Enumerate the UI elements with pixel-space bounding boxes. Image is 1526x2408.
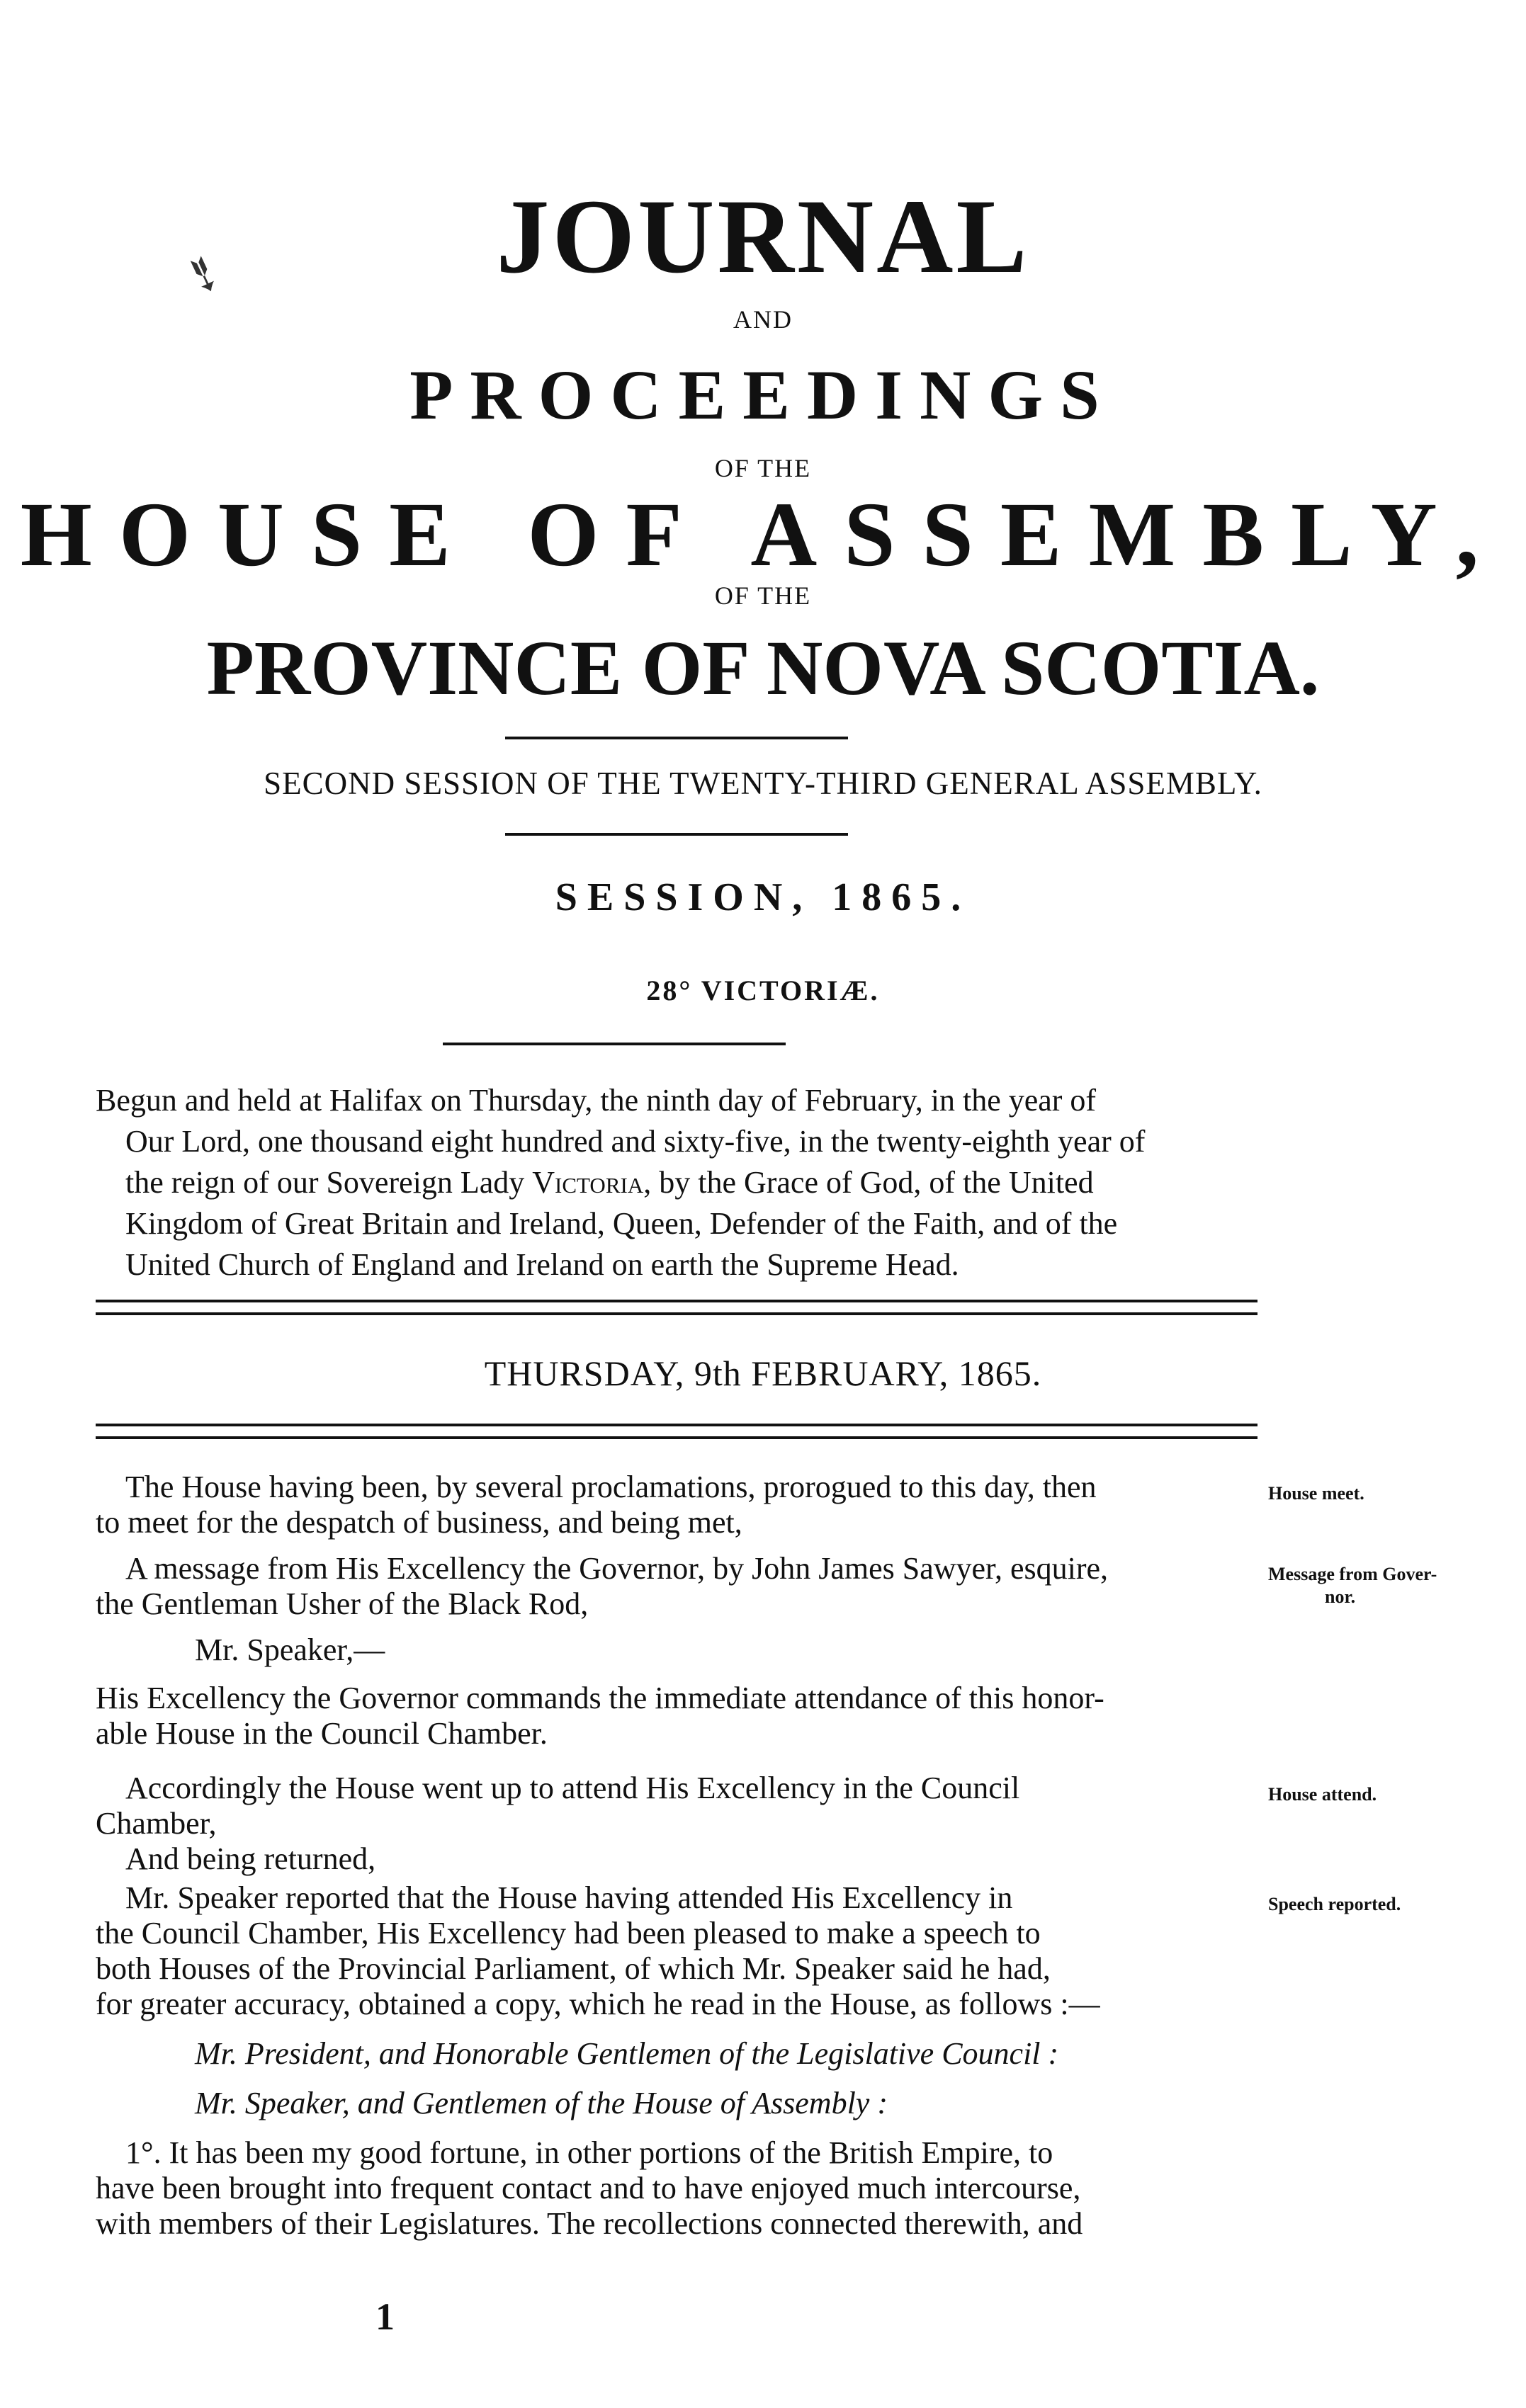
- paragraph-command: [96, 1681, 1257, 1751]
- margin-note-message-cont: nor.: [1325, 1586, 1356, 1607]
- text-line: 1°. It has been my good fortune, in other portions of the British Empire, to: [125, 2135, 1053, 2170]
- text-line: And being returned,: [125, 1841, 376, 1876]
- title-and: AND: [733, 305, 793, 334]
- text-line: Mr. Speaker reported that the House having attended His Excellency in: [125, 1880, 1013, 1915]
- salutation-assembly: [96, 2086, 1257, 2121]
- text-line: Mr. President, and Honorable Gentlemen of the Legislative Council :: [195, 2036, 1059, 2071]
- text-line: both Houses of the Provincial Parliament, of which Mr. Speaker said he had,: [96, 1951, 1051, 1986]
- session-year: SESSION, 1865.: [555, 875, 971, 919]
- text-line: Chamber,: [96, 1806, 217, 1841]
- paragraph-attend: [96, 1771, 1257, 1841]
- text-line: for greater accuracy, obtained a copy, which he read in the House, as follows :—: [96, 1987, 1100, 2021]
- paragraph-address: [96, 1632, 1257, 1668]
- text-line: the Council Chamber, His Excellency had been pleased to make a speech to: [96, 1916, 1041, 1950]
- text-line: Kingdom of Great Britain and Ireland, Queen, Defender of the Faith, and of the: [125, 1206, 1118, 1241]
- text-line: Our Lord, one thousand eight hundred and sixty-five, in the twenty-eighth year of: [125, 1124, 1146, 1159]
- printers-ornament-icon: ➴: [174, 242, 232, 307]
- text-line: have been brought into frequent contact and to have enjoyed much intercourse,: [96, 2171, 1081, 2205]
- paragraph-speech-1: [96, 2135, 1257, 2242]
- text-line: His Excellency the Governor commands the immediate attendance of this honor-: [96, 1681, 1104, 1715]
- paragraph-house-meet: [96, 1470, 1257, 1540]
- date-heading: THURSDAY, 9th FEBRUARY, 1865.: [484, 1353, 1042, 1393]
- title-journal: JOURNAL: [496, 178, 1030, 295]
- title-province: PROVINCE OF NOVA SCOTIA.: [206, 625, 1320, 711]
- margin-note-speech-reported: Speech reported.: [1268, 1894, 1401, 1914]
- double-rule: [96, 1300, 1257, 1315]
- margin-note-message: Message from Gover-: [1268, 1564, 1437, 1584]
- paragraph-message: [96, 1551, 1257, 1622]
- page-number: 1: [375, 2295, 395, 2338]
- text-line: The House having been, by several proclamations, prorogued to this day, then: [125, 1470, 1097, 1504]
- text-line: Mr. Speaker, and Gentlemen of the House of Assembly :: [195, 2086, 888, 2120]
- text-line: the Gentleman Usher of the Black Rod,: [96, 1586, 589, 1621]
- paragraph-speech-reported: [96, 1880, 1257, 2022]
- title-of-the: OF THE: [714, 454, 812, 482]
- sovereign-name: Victoria: [532, 1165, 644, 1200]
- text-line: Begun and held at Halifax on Thursday, the ninth day of February, in the year of: [96, 1083, 1097, 1118]
- text-line: [96, 1162, 1257, 1203]
- text-line: able House in the Council Chamber.: [96, 1716, 548, 1751]
- text-line: with members of their Legislatures. The recollections connected therewith, and: [96, 2206, 1083, 2241]
- title-of-the-2: OF THE: [714, 581, 812, 610]
- text-run: the reign of our Sovereign Lady: [125, 1165, 533, 1200]
- paragraph-returned: [96, 1841, 1257, 1877]
- regnal-year: 28° VICTORIÆ.: [646, 975, 880, 1006]
- divider-rule: [505, 737, 848, 739]
- divider-rule: [443, 1043, 786, 1045]
- text-line: A message from His Excellency the Governor, by John James Sawyer, esquire,: [125, 1551, 1109, 1586]
- double-rule: [96, 1424, 1257, 1439]
- text-line: Mr. Speaker,—: [195, 1632, 385, 1667]
- salutation-council: [96, 2036, 1257, 2072]
- session-subtitle: SECOND SESSION OF THE TWENTY-THIRD GENERAL ASSEMBLY.: [264, 766, 1262, 801]
- title-house-of-assembly: HOUSE OF ASSEMBLY,: [20, 484, 1506, 586]
- margin-note-house-meet: House meet.: [1268, 1483, 1364, 1504]
- text-line: to meet for the despatch of business, and being met,: [96, 1505, 742, 1540]
- text-line: Accordingly the House went up to attend His Excellency in the Council: [125, 1771, 1020, 1805]
- title-proceedings: PROCEEDINGS: [409, 356, 1117, 434]
- text-run: , by the Grace of God, of the United: [643, 1165, 1094, 1200]
- margin-note-house-attend: House attend.: [1268, 1784, 1377, 1805]
- text-line: United Church of England and Ireland on earth the Supreme Head.: [125, 1247, 959, 1282]
- divider-rule: [505, 833, 848, 836]
- opening-paragraph: [96, 1080, 1257, 1285]
